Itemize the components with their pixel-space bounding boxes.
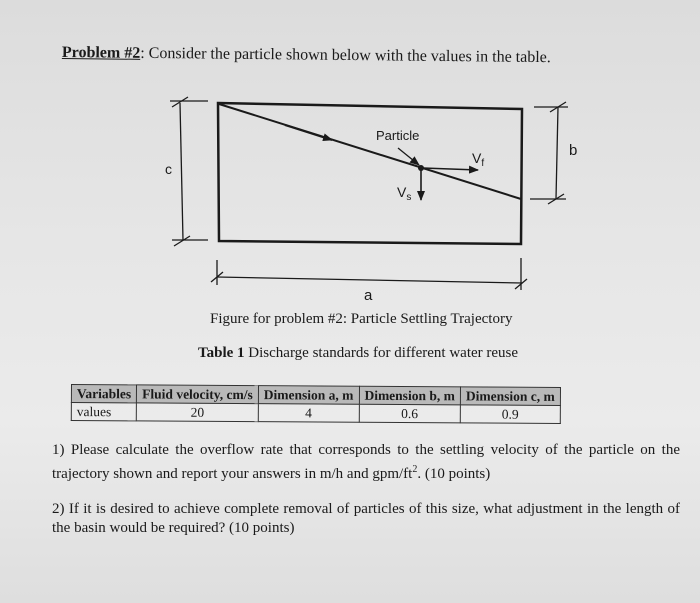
problem-label: Problem #2 xyxy=(61,44,141,62)
table-row xyxy=(71,403,560,424)
header-dimension-b: Dimension b, m xyxy=(359,386,460,405)
value-dimension-c: 0.9 xyxy=(460,405,560,424)
header-dimension-c: Dimension c, m xyxy=(460,387,560,406)
particle-pointer xyxy=(398,148,419,165)
vs-label: $V_s$ xyxy=(397,184,412,203)
dim-a-label: a xyxy=(364,287,373,304)
figure-caption: Figure for problem #2: Particle Settling Trajectory xyxy=(210,311,513,327)
vf-label: $V_f$ xyxy=(472,150,485,169)
problem-text: : Consider the particle shown below with the values in the table. xyxy=(140,44,551,67)
row-label: values xyxy=(71,403,136,421)
trajectory-arrow xyxy=(285,125,332,140)
table-caption-text: Discharge standards for different water reuse xyxy=(244,345,519,361)
vf-arrow xyxy=(423,168,478,170)
question-1: 1) Please calculate the overflow rate that corresponds to the settling velocity of the particle on the trajectory shown and report your answers in m/h and gpm/$ft^2$. (10 points) xyxy=(52,442,680,482)
values-table xyxy=(71,384,561,424)
header-dimension-a: Dimension a, m xyxy=(258,386,359,405)
dimension-c-marker xyxy=(170,97,208,246)
value-fluid-velocity: 20 xyxy=(137,403,259,422)
dimension-a-marker xyxy=(211,258,527,290)
table-caption xyxy=(198,345,518,362)
table-number: Table 1 xyxy=(198,345,245,361)
header-fluid-velocity: Fluid velocity, cm/s xyxy=(137,385,259,404)
basin-outline xyxy=(218,103,522,244)
dim-c-label: c xyxy=(165,161,172,177)
value-dimension-b: 0.6 xyxy=(359,404,460,423)
value-dimension-a: 4 xyxy=(258,404,359,423)
dimension-b-marker xyxy=(530,102,568,204)
question-2: 2) If it is desired to achieve complete removal of particles of this size, what adjustment in the length of the basin would be required? (10 points) xyxy=(52,501,680,536)
table-header-row xyxy=(71,385,560,406)
particle-label: Particle xyxy=(376,128,420,143)
dim-b-label: b xyxy=(569,142,578,159)
header-variables: Variables xyxy=(71,385,136,403)
